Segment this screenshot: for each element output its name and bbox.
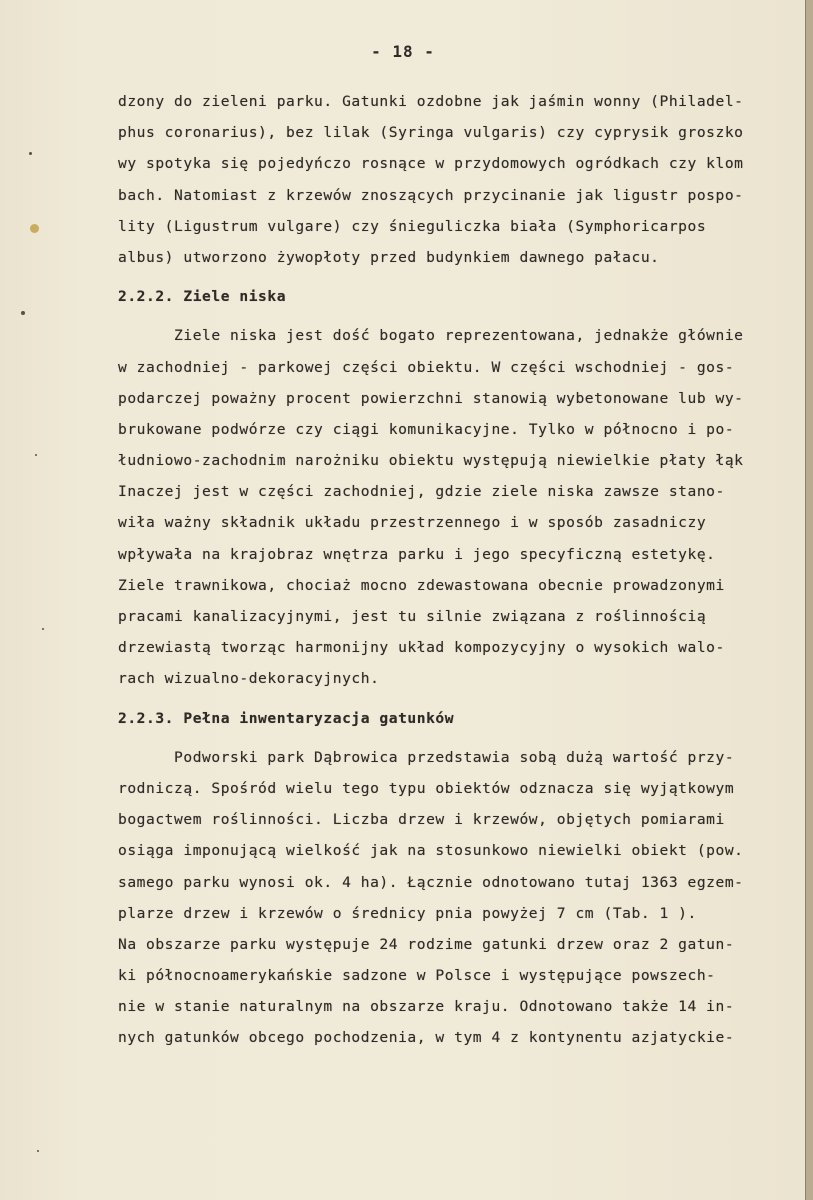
text-line: Podworski park Dąbrowica przedstawia sobą dużą wartość przy- (118, 748, 735, 766)
text-line: plarze drzew i krzewów o średnicy pnia powyżej 7 cm (Tab. 1 ). (118, 904, 697, 922)
paper-speck (21, 311, 25, 315)
text-line: drzewiastą tworząc harmonijny układ kompozycyjny o wysokich walo- (118, 639, 725, 657)
section-heading: 2.2.3. Pełna inwentaryzacja gatunków (118, 709, 455, 727)
section-gap (118, 273, 808, 281)
section-gap (118, 695, 808, 703)
text-line: łudniowo-zachodnim narożniku obiektu występują niewielkie płaty łąk (118, 452, 744, 470)
text-line: wy spotyka się pojedyńczo rosnące w przydomowych ogródkach czy klom (118, 155, 744, 173)
text-line: wiła ważny składnik układu przestrzennego i w sposób zasadniczy (118, 514, 707, 532)
text-line: podarczej poważny procent powierzchni stanowią wybetonowane lub wy- (118, 389, 744, 407)
paper-speck (35, 454, 37, 456)
text-line: samego parku wynosi ok. 4 ha). Łącznie odnotowano tutaj 1363 egzem- (118, 873, 744, 891)
section-gap (118, 734, 808, 742)
body-text (118, 86, 808, 1054)
text-line: dzony do zieleni parku. Gatunki ozdobne jak jaśmin wonny (Philadel- (118, 93, 744, 110)
text-line: rodniczą. Spośród wielu tego typu obiektów odznacza się wyjątkowym (118, 779, 735, 797)
text-line: albus) utworzono żywopłoty przed budynkiem dawnego pałacu. (118, 248, 660, 266)
text-line: wpływała na krajobraz wnętrza parku i jego specyficzną estetykę. (118, 545, 716, 563)
section-gap (118, 312, 808, 320)
text-line: osiąga imponującą wielkość jak na stosunkowo niewielki obiekt (pow. (118, 842, 744, 860)
text-line: phus coronarius), bez lilak (Syringa vulgaris) czy cyprysik groszko (118, 124, 744, 142)
text-line: Na obszarze parku występuje 24 rodzime gatunki drzew oraz 2 gatun- (118, 935, 735, 953)
text-line: ki północnoamerykańskie sadzone w Polsce i występujące powszech- (118, 967, 716, 985)
section-heading: 2.2.2. Ziele niska (118, 288, 287, 306)
text-line: bogactwem roślinności. Liczba drzew i krzewów, objętych pomiarami (118, 811, 725, 829)
text-line: nie w stanie naturalnym na obszarze kraju. Odnotowano także 14 in- (118, 998, 735, 1016)
paper-speck (30, 224, 39, 233)
text-line: Ziele trawnikowa, chociaż mocno zdewastowana obecnie prowadzonymi (118, 576, 725, 594)
text-line: lity (Ligustrum vulgare) czy śnieguliczka biała (Symphoricarpos (118, 217, 707, 235)
paper-speck (29, 152, 32, 155)
text-line: pracami kanalizacyjnymi, jest tu silnie związana z roślinnością (118, 608, 707, 625)
text-line: brukowane podwórze czy ciągi komunikacyjne. Tylko w północno i po- (118, 420, 735, 438)
text-line: bach. Natomiast z krzewów znoszących przycinanie jak ligustr pospo- (118, 186, 744, 204)
text-line: rach wizualno-dekoracyjnych. (118, 670, 380, 688)
paper-speck (42, 628, 44, 630)
text-line: Ziele niska jest dość bogato reprezentowana, jednakże głównie (118, 327, 744, 345)
text-line: nych gatunków obcego pochodzenia, w tym 4 z kontynentu azjatyckie- (118, 1029, 735, 1047)
text-line: Inaczej jest w części zachodniej, gdzie ziele niska zawsze stano- (118, 483, 725, 501)
paper-speck (37, 1150, 39, 1152)
page-number: - 18 - (371, 42, 435, 61)
text-line: w zachodniej - parkowej części obiektu. W części wschodniej - gos- (118, 358, 735, 376)
